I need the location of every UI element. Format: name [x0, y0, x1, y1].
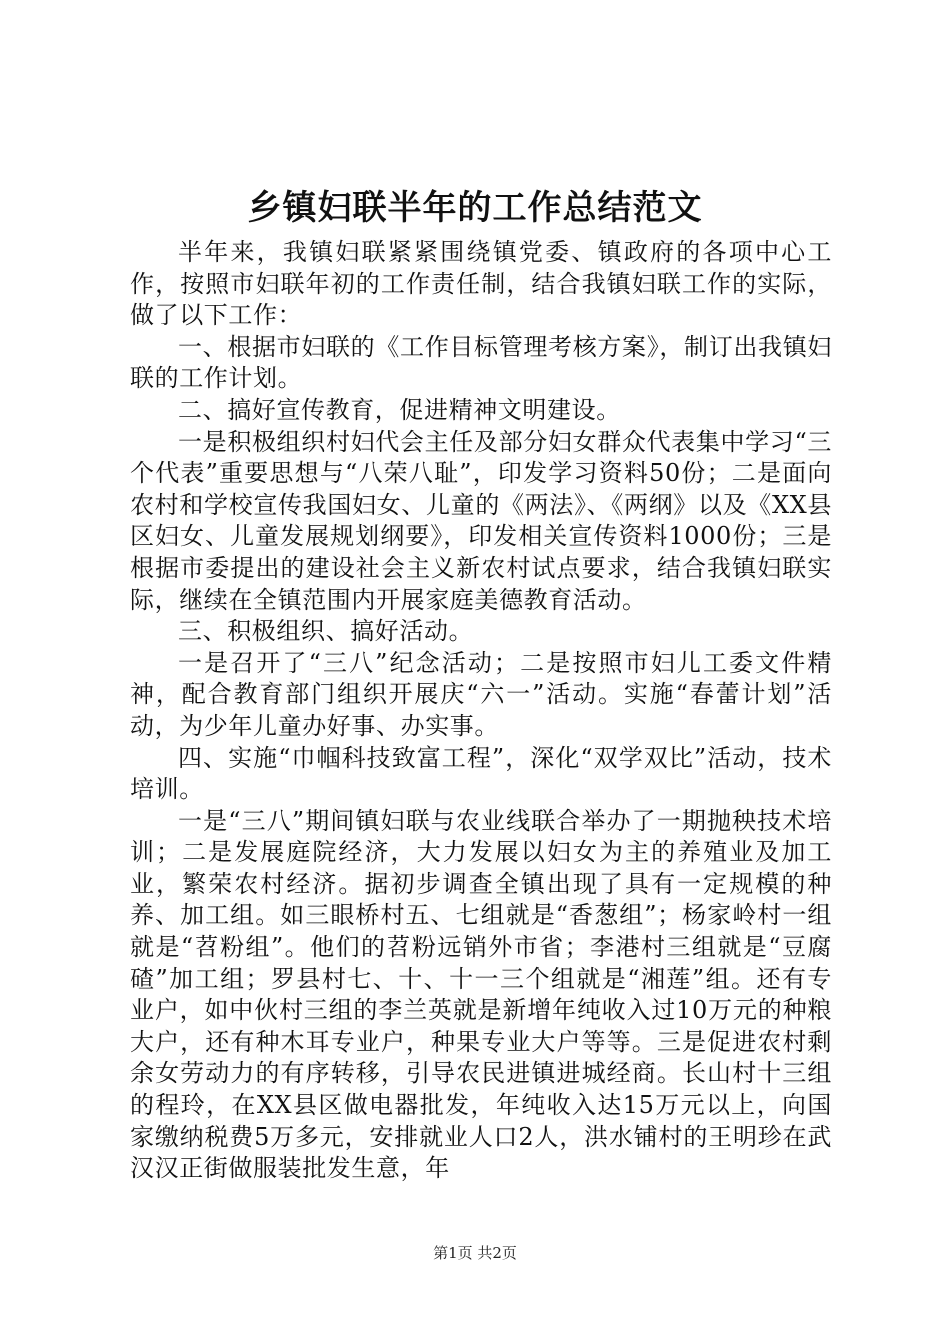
paragraph-section-3-body: 一是召开了“三八”纪念活动；二是按照市妇儿工委文件精神，配合教育部门组织开展庆“六一”活动。实施“春蕾计划”活动，为少年儿童办好事、办实事。 [130, 648, 832, 740]
page-number-footer: 第1页 共2页 [433, 1244, 517, 1262]
document-body [130, 237, 832, 1185]
paragraph-section-4-heading: 四、实施“巾帼科技致富工程”，深化“双学双比”活动，技术培训。 [130, 743, 832, 804]
paragraph-section-1: 一、根据市妇联的《工作目标管理考核方案》，制订出我镇妇联的工作计划。 [130, 332, 832, 393]
paragraph-section-3-heading: 三、积极组织、搞好活动。 [178, 617, 474, 646]
paragraph-section-4-body: 一是“三八”期间镇妇联与农业线联合举办了一期抛秧技术培训；二是发展庭院经济，大力发展以妇女为主的养殖业及加工业，繁荣农村经济。据初步调查全镇出现了具有一定规模的种养、加工组。如三眼桥村五、七组就是“香葱组”；杨家岭村一组就是“苕粉组”。他们的苕粉远销外市省；李港村三组就是“豆腐碴”加工组；罗县村七、十、十一三个组就是“湘莲”组。还有专业户，如中伙村三组的李兰英就是新增年纯收入过10万元的种粮大户，还有种木耳专业户，种果专业大户等等。三是促进农村剩余女劳动力的有序转移，引导农民进镇进城经商。长山村十三组的程玲，在XX县区做电器批发，年纯收入达15万元以上，向国家缴纳税费5万多元，安排就业人口2人，洪水铺村的王明珍在武汉汉正街做服装批发生意，年 [130, 806, 832, 1183]
paragraph-section-2-body: 一是积极组织村妇代会主任及部分妇女群众代表集中学习“三个代表”重要思想与“八荣八耻”，印发学习资料50份；二是面向农村和学校宣传我国妇女、儿童的《两法》、《两纲》以及《XX县区妇女、儿童发展规划纲要》，印发相关宣传资料1000份；三是根据市委提出的建设社会主义新农村试点要求，结合我镇妇联实际，继续在全镇范围内开展家庭美德教育活动。 [130, 427, 832, 614]
document-title: 乡镇妇联半年的工作总结范文 [247, 188, 703, 228]
paragraph-section-2-heading: 二、搞好宣传教育，促进精神文明建设。 [178, 395, 621, 424]
paragraph-intro: 半年来，我镇妇联紧紧围绕镇党委、镇政府的各项中心工作，按照市妇联年初的工作责任制，结合我镇妇联工作的实际，做了以下工作： [130, 238, 832, 330]
